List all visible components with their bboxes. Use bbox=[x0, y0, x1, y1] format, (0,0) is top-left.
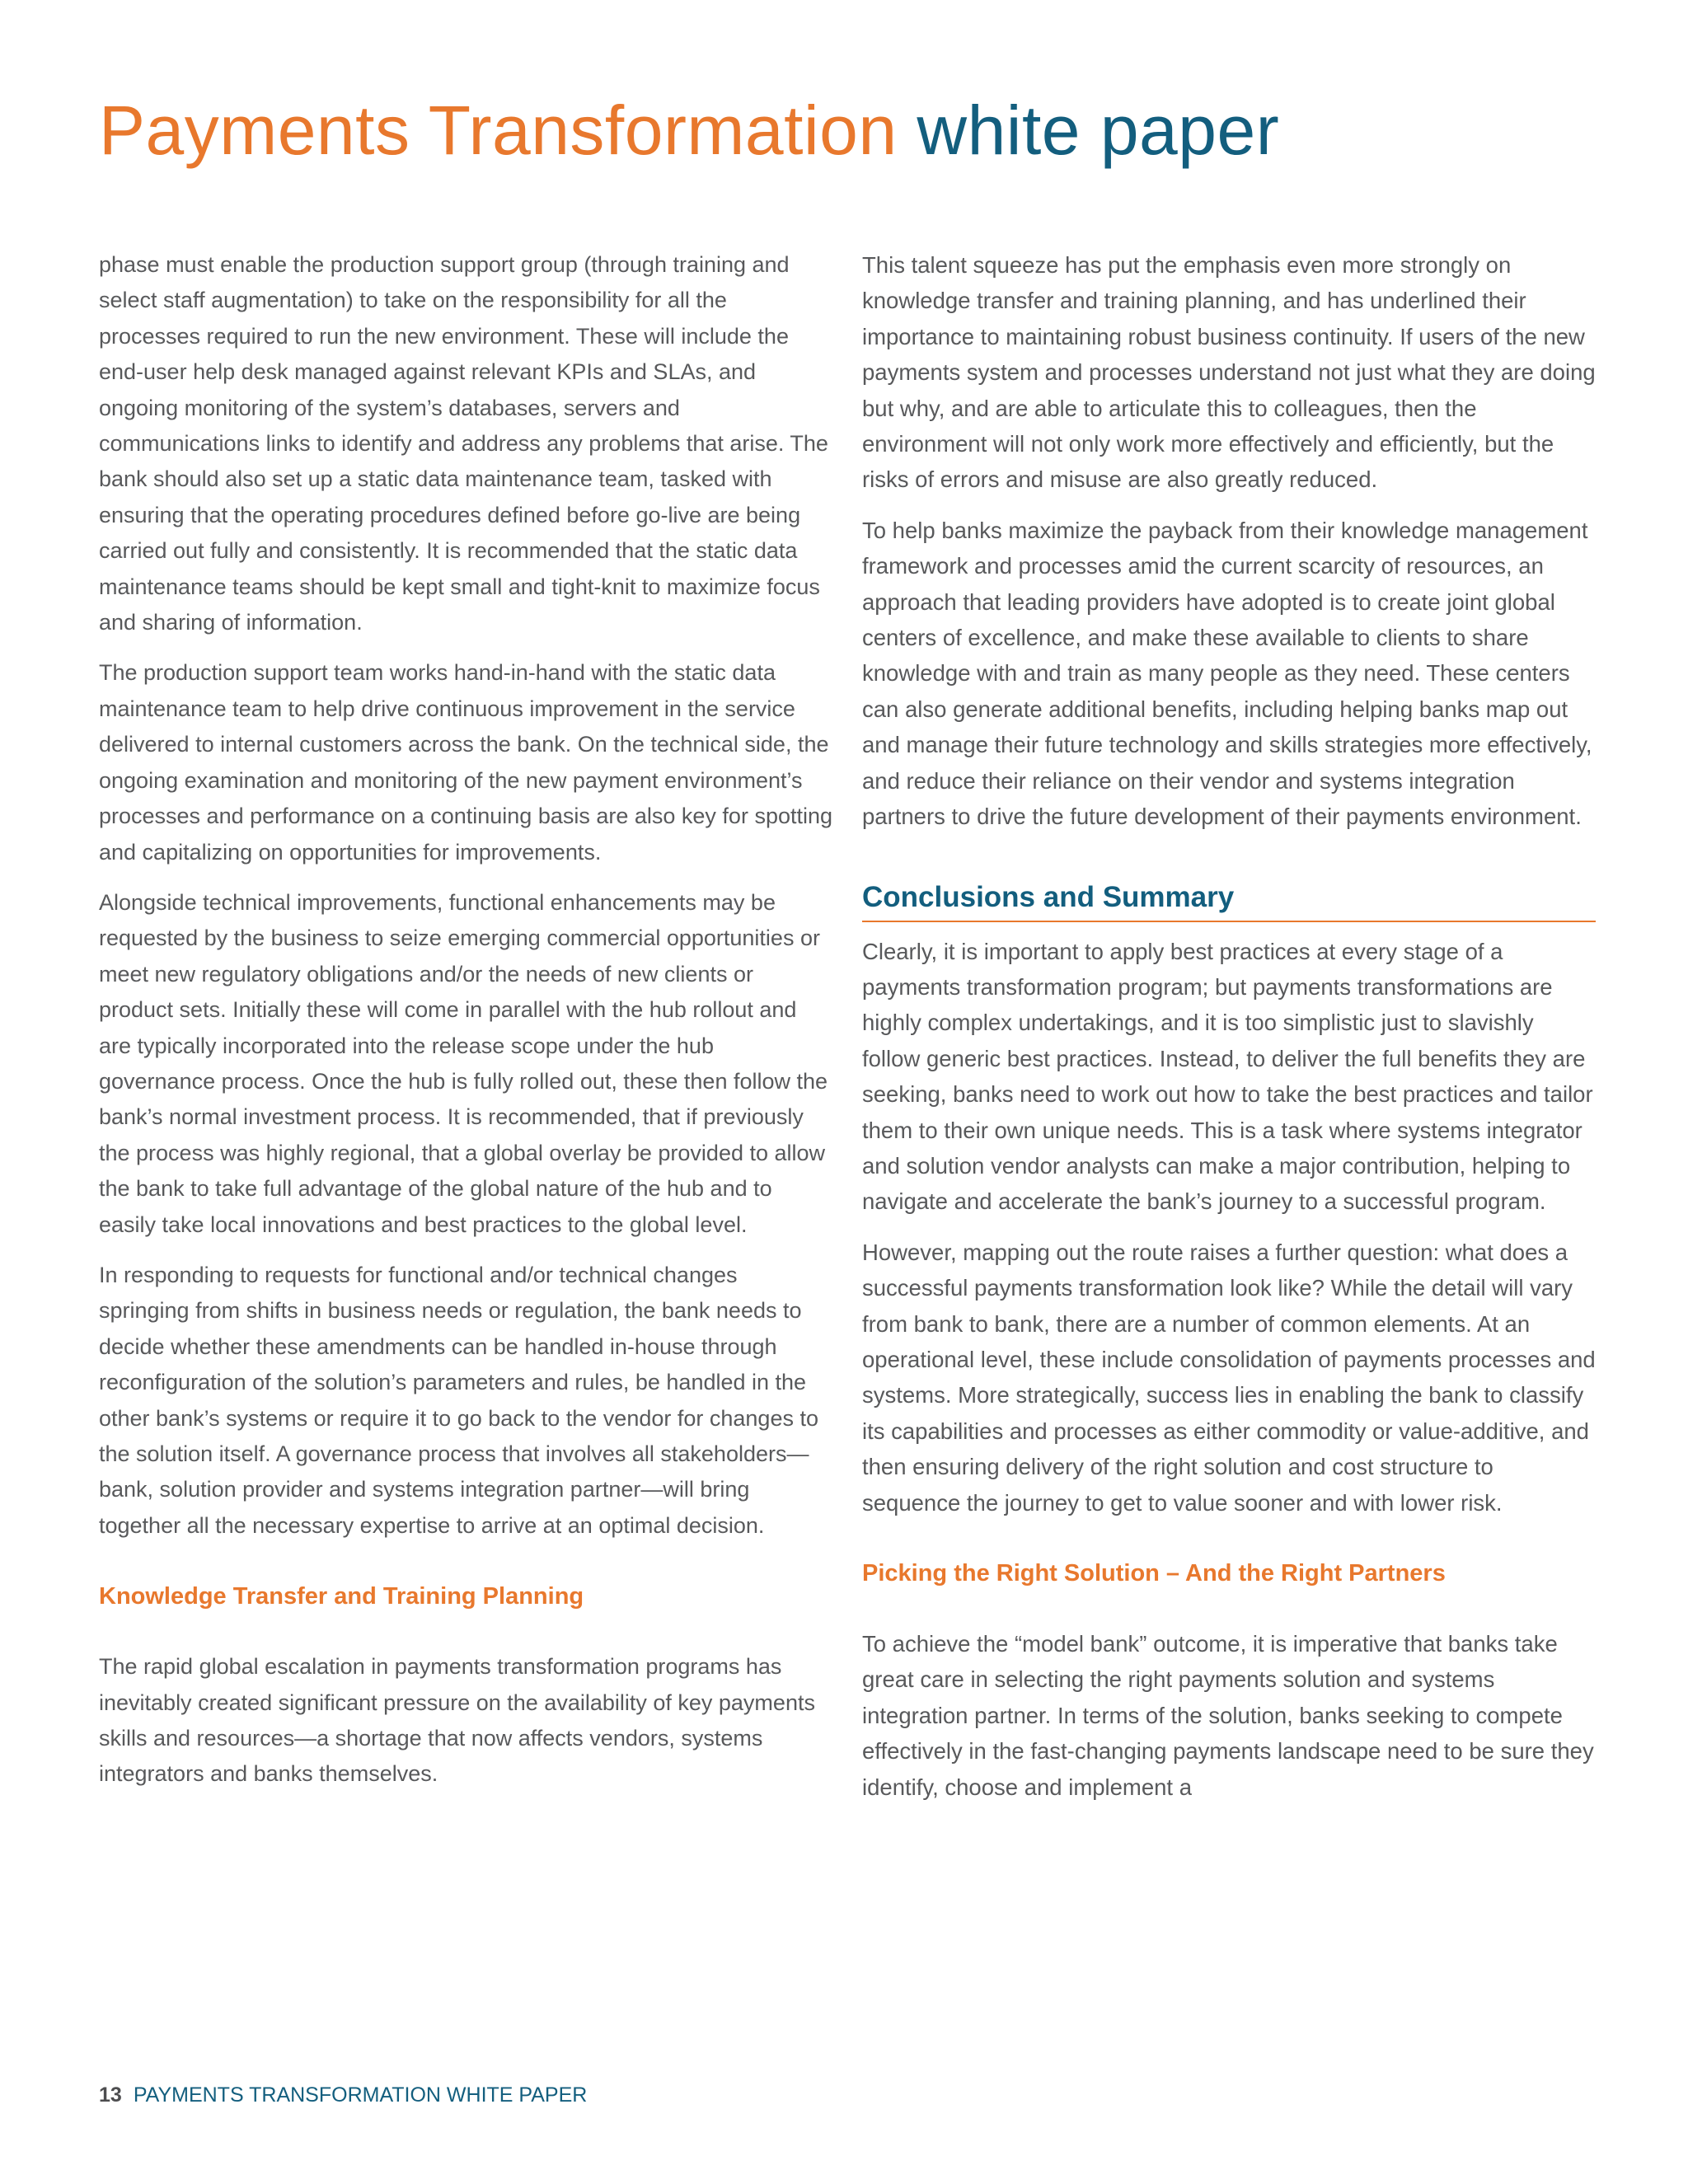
section-heading-conclusions: Conclusions and Summary bbox=[862, 879, 1596, 922]
left-column bbox=[99, 247, 832, 1807]
page-number: 13 bbox=[99, 2083, 122, 2107]
body-paragraph: Alongside technical improvements, functional enhancements may be requested by the business to seize emerging commercial opportunities or meet new regulatory obligations and/or the needs of new clients or product sets. Initially these will come in parallel with the hub rollout and are typically incorporated into the release scope under the hub governance process. Once the hub is fully rolled out, these then follow the bank’s normal investment process. It is recommended, that if previously the process was highly regional, that a global overlay be provided to allow the bank to take full advantage of the global nature of the hub and to easily take local innovations and best practices to the global level. bbox=[99, 889, 828, 1237]
body-paragraph: However, mapping out the route raises a further question: what does a successful payments transformation look like? While the detail will vary from bank to bank, there are a number of common elements. At an operational level, these include consolidation of payments processes and systems. More strategically, success lies in enabling the bank to classify its capabilities and processes as either commodity or value-additive, and then ensuring delivery of the right solution and cost structure to sequence the journey to get to value sooner and with lower risk. bbox=[862, 1239, 1596, 1516]
body-paragraph: This talent squeeze has put the emphasis even more strongly on knowledge transfer and training planning, and has underlined their importance to maintaining robust business continuity. If users of the new payments system and processes understand not just what they are doing but why, and are able to articulate this to colleagues, then the environment will not only work more effectively and efficiently, but the risks of errors and misuse are also greatly reduced. bbox=[862, 252, 1596, 493]
body-paragraph: The rapid global escalation in payments transformation programs has inevitably created significant pressure on the availability of key payments skills and resources—a shortage that now affects vendors, systems integrators and banks themselves. bbox=[99, 1654, 815, 1787]
body-paragraph: In responding to requests for functional and/or technical changes springing from shifts in business needs or regulation, the bank needs to decide whether these amendments can be handled in-house through reconfiguration of the solution’s parameters and rules, be handled in the other bank’s systems or require it to go back to the vendor for changes to the solution itself. A governance process that involves all stakeholders—bank, solution provider and systems integration partner—will bring together all the necessary expertise to arrive at an optimal decision. bbox=[99, 1262, 818, 1538]
title-part-1: Payments Transformation bbox=[99, 91, 898, 169]
footer-label: PAYMENTS TRANSFORMATION WHITE PAPER bbox=[133, 2083, 588, 2107]
page-title bbox=[99, 89, 1279, 171]
title-part-2: white paper bbox=[917, 91, 1280, 169]
section-heading-picking-solution: Picking the Right Solution – And the Right Partners bbox=[862, 1560, 1446, 1586]
body-paragraph: To achieve the “model bank” outcome, it is imperative that banks take great care in selecting the right payments solution and systems integration partner. In terms of the solution, banks seeking to compete effectively in the fast-changing payments landscape need to be sure they identify, choose and implement a bbox=[862, 1631, 1594, 1800]
right-column bbox=[862, 247, 1596, 1820]
body-paragraph: The production support team works hand-in-hand with the static data maintenance team to help drive continuous improvement in the service delivered to internal customers across the bank. On the technical side, the ongoing examination and monitoring of the new payment environment’s processes and performance on a continuing basis are also key for spotting and capitalizing on opportunities for improvements. bbox=[99, 660, 833, 865]
body-paragraph: To help banks maximize the payback from their knowledge management framework and processes amid the current scarcity of resources, an approach that leading providers have adopted is to create joint global centers of excellence, and make these available to clients to share knowledge with and train as many people as they need. These centers can also generate additional benefits, including helping banks map out and manage their future technology and skills strategies more effectively, and reduce their reliance on their vendor and systems integration partners to drive the future development of their payments environment. bbox=[862, 517, 1592, 830]
section-heading-knowledge-transfer: Knowledge Transfer and Training Planning bbox=[99, 1583, 584, 1610]
body-paragraph: Clearly, it is important to apply best practices at every stage of a payments transformation program; but payments transformations are highly complex undertakings, and it is too simplistic just to slavishly follow generic best practices. Instead, to deliver the full benefits they are seeking, banks need to work out how to take the best practices and tailor them to their own unique needs. This is a task where systems integrator and solution vendor analysts can make a major contribution, helping to navigate and accelerate the bank’s journey to a successful program. bbox=[862, 938, 1593, 1215]
page-footer bbox=[99, 2081, 587, 2109]
body-paragraph: phase must enable the production support group (through training and select staff augmentation) to take on the responsibility for all the processes required to run the new environment. These will include the end-user help desk managed against relevant KPIs and SLAs, and ongoing monitoring of the system’s databases, servers and communications links to identify and address any problems that arise. The bank should also set up a static data maintenance team, tasked with ensuring that the operating procedures defined before go-live are being carried out fully and consistently. It is recommended that the static data maintenance teams should be kept small and tight-knit to maximize focus and sharing of information. bbox=[99, 252, 828, 635]
